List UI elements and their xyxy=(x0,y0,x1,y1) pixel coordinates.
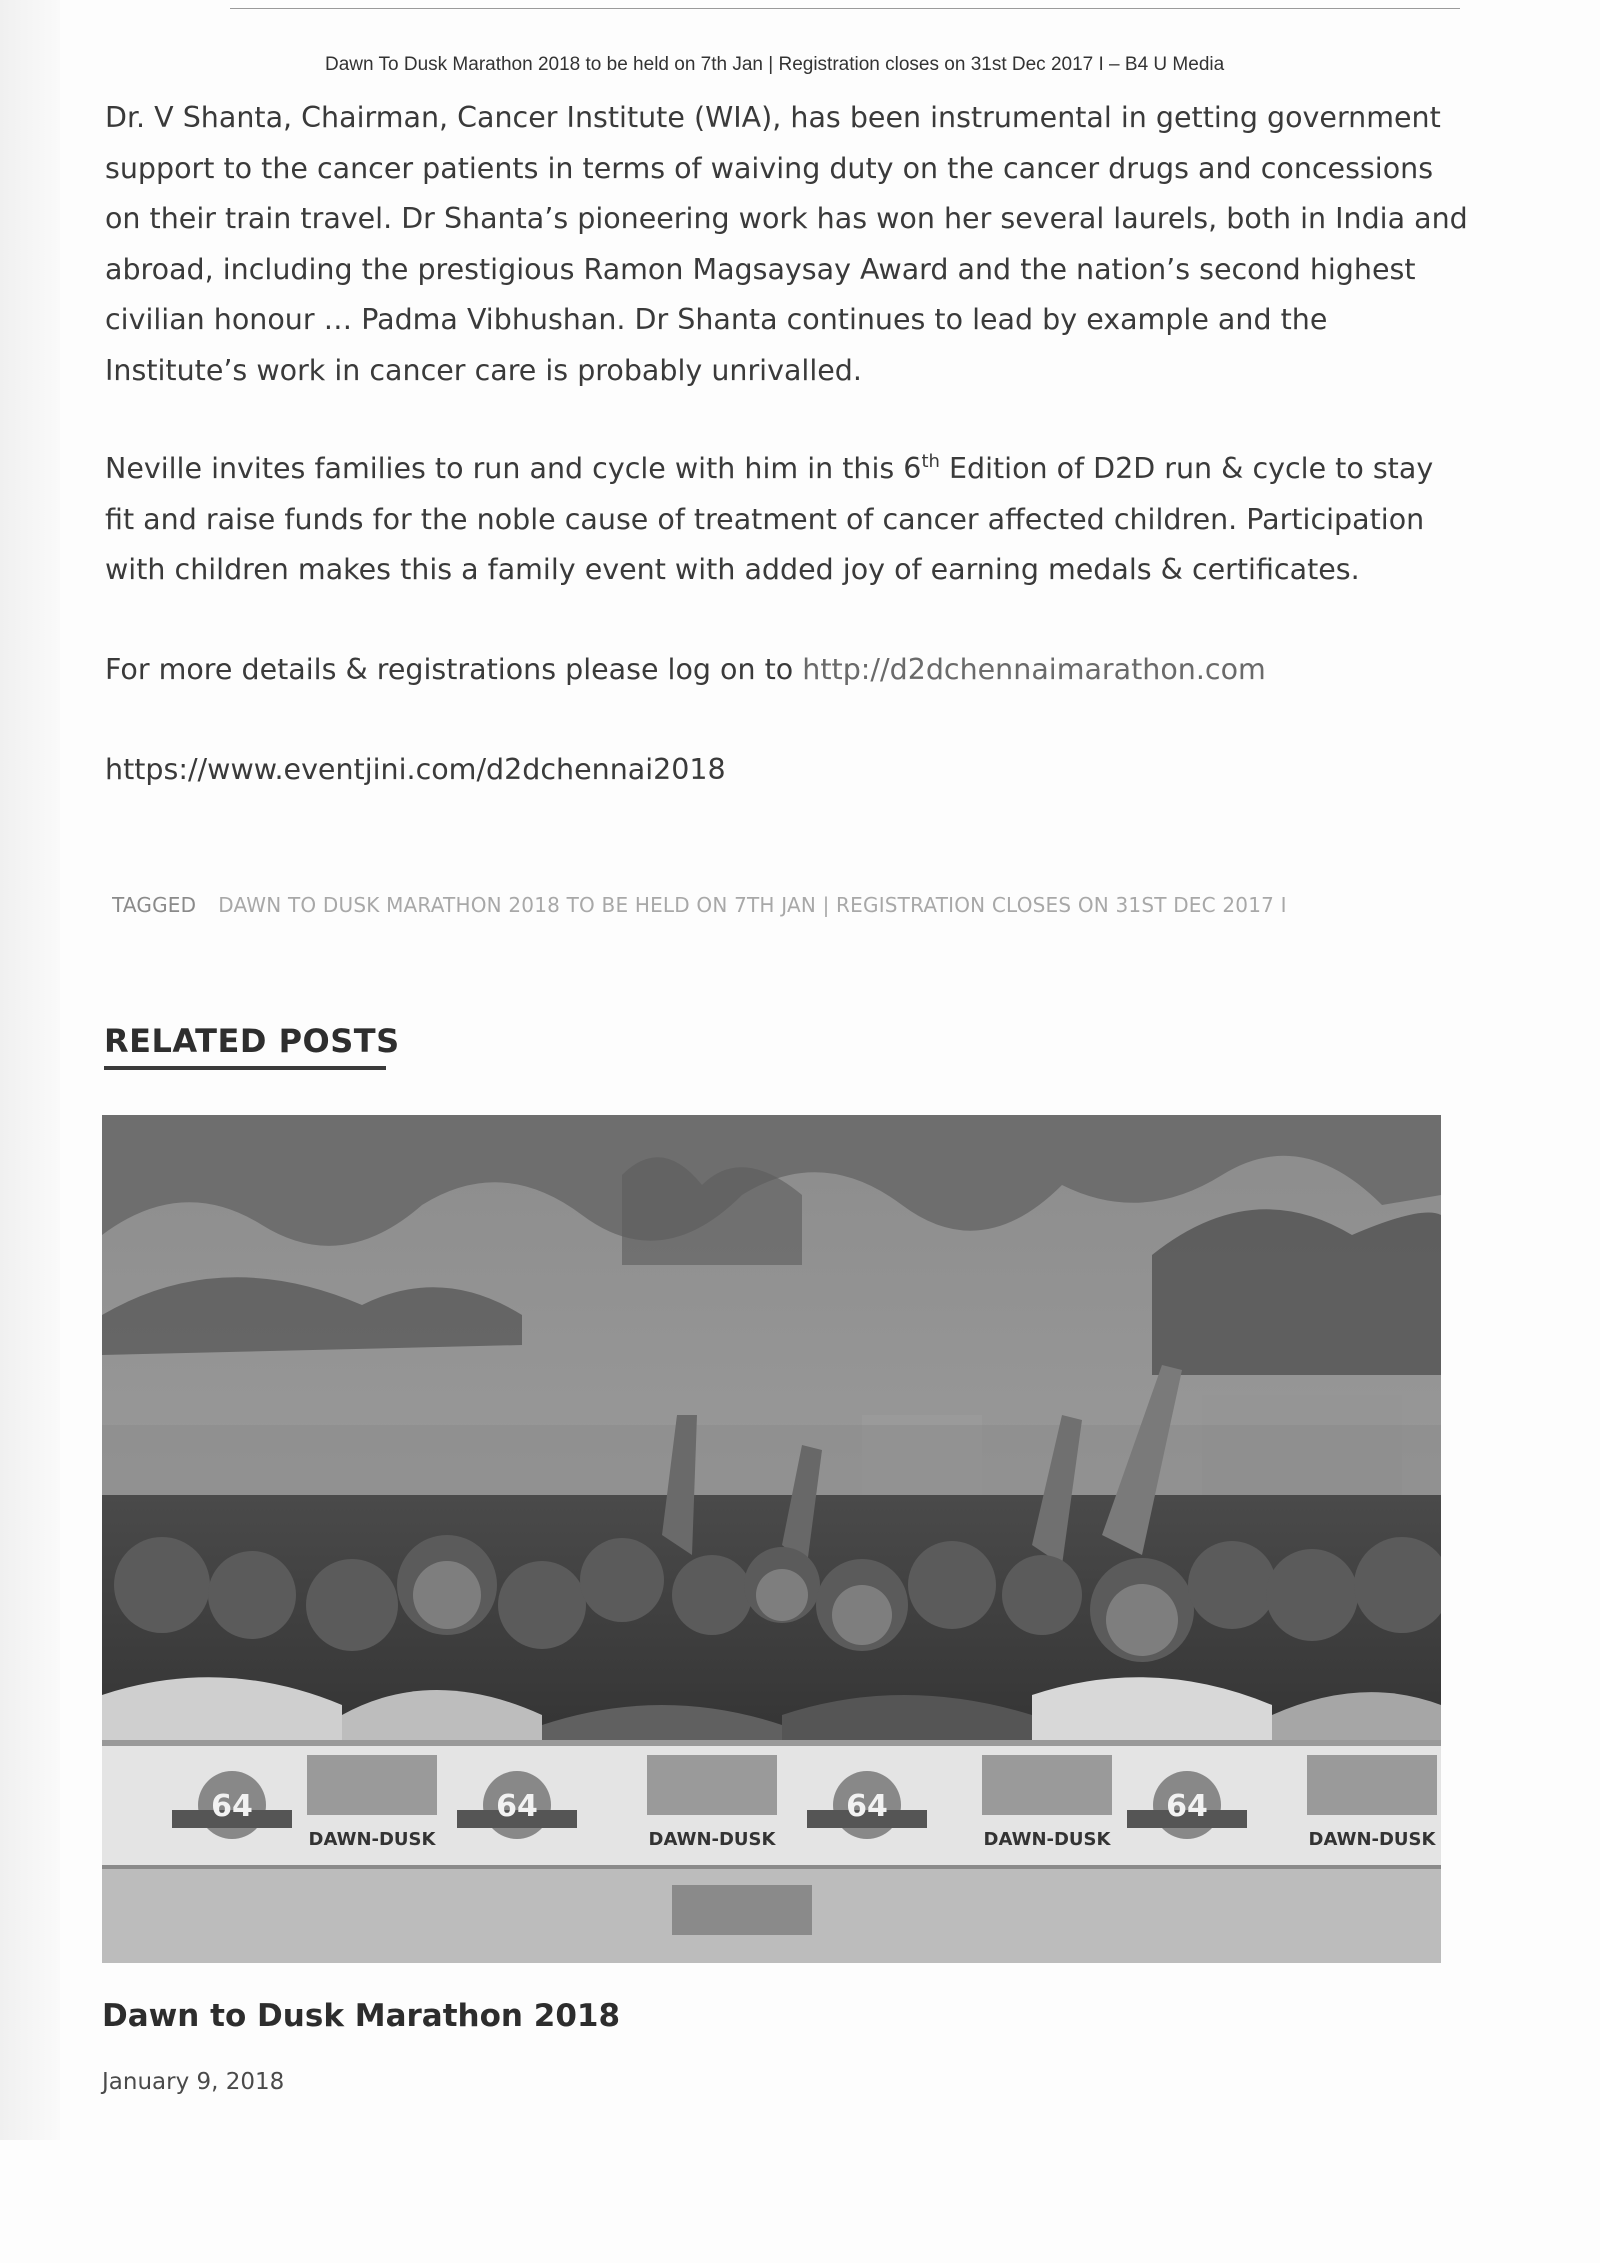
heading-underline xyxy=(104,1066,386,1070)
article-paragraph-1 xyxy=(105,93,1505,396)
eventjini-link[interactable]: https://www.eventjini.com/d2dchennai2018 xyxy=(105,753,726,786)
paragraph-line: with children makes this a family event with added joy of earning medals & certificates. xyxy=(105,553,1360,586)
banner-logo-text: DAWN-DUSK xyxy=(1308,1829,1436,1850)
paragraph-line: abroad, including the prestigious Ramon Magsaysay Award and the nation’s second highest xyxy=(105,252,1416,286)
scan-edge-shadow xyxy=(0,0,60,2140)
banner-logo-text: DAWN-DUSK xyxy=(308,1829,436,1850)
paragraph-line: civilian honour … Padma Vibhushan. Dr Shanta continues to lead by example and the xyxy=(105,303,1328,336)
details-text: For more details & registrations please log on to xyxy=(105,653,803,686)
tag-link[interactable]: DAWN TO DUSK MARATHON 2018 TO BE HELD ON 7TH JAN | REGISTRATION CLOSES ON 31ST DEC 2017 I xyxy=(218,893,1287,917)
banner-badge-text: 64 xyxy=(846,1789,888,1824)
banner-logo-text: DAWN-DUSK xyxy=(648,1829,776,1850)
related-post-date: January 9, 2018 xyxy=(102,2069,285,2095)
tags-row xyxy=(112,893,1492,917)
paragraph-line: fit and raise funds for the noble cause of treatment of cancer affected children. Participation xyxy=(105,502,1425,536)
marathon-crowd-photo xyxy=(102,1115,1441,1963)
line-text: Neville invites families to run and cycle with him in this 6 xyxy=(105,452,922,485)
banner-badge-text: 64 xyxy=(1166,1789,1208,1824)
paragraph-line xyxy=(105,444,1505,495)
article-paragraph-2 xyxy=(105,444,1505,596)
ordinal-suffix: th xyxy=(921,451,940,472)
paragraph-line: support to the cancer patients in terms of waiving duty on the cancer drugs and concessions xyxy=(105,151,1434,185)
related-post-image[interactable] xyxy=(102,1115,1441,1963)
paragraph-line: Institute’s work in cancer care is probably unrivalled. xyxy=(105,353,862,387)
d2d-website-link[interactable]: http://d2dchennaimarathon.com xyxy=(802,653,1266,686)
banner-logo-text: DAWN-DUSK xyxy=(983,1829,1111,1850)
line-text: Edition of D2D run & cycle to stay xyxy=(939,452,1434,485)
top-rule xyxy=(230,8,1460,9)
tagged-label: TAGGED xyxy=(112,893,197,917)
related-post-title[interactable]: Dawn to Dusk Marathon 2018 xyxy=(102,1998,621,2034)
print-header: Dawn To Dusk Marathon 2018 to be held on 7th Jan | Registration closes on 31st Dec 2017 I – B4 U Media xyxy=(325,54,1225,75)
banner-badge-text: 64 xyxy=(211,1789,253,1824)
paragraph-line: Dr. V Shanta, Chairman, Cancer Institute (WIA), has been instrumental in getting government xyxy=(105,101,1441,134)
details-paragraph xyxy=(105,645,1505,696)
banner-badge-text: 64 xyxy=(496,1789,538,1824)
related-posts-heading: RELATED POSTS xyxy=(104,1022,400,1060)
paragraph-line: on their train travel. Dr Shanta’s pioneering work has won her several laurels, both in India and xyxy=(105,202,1468,235)
